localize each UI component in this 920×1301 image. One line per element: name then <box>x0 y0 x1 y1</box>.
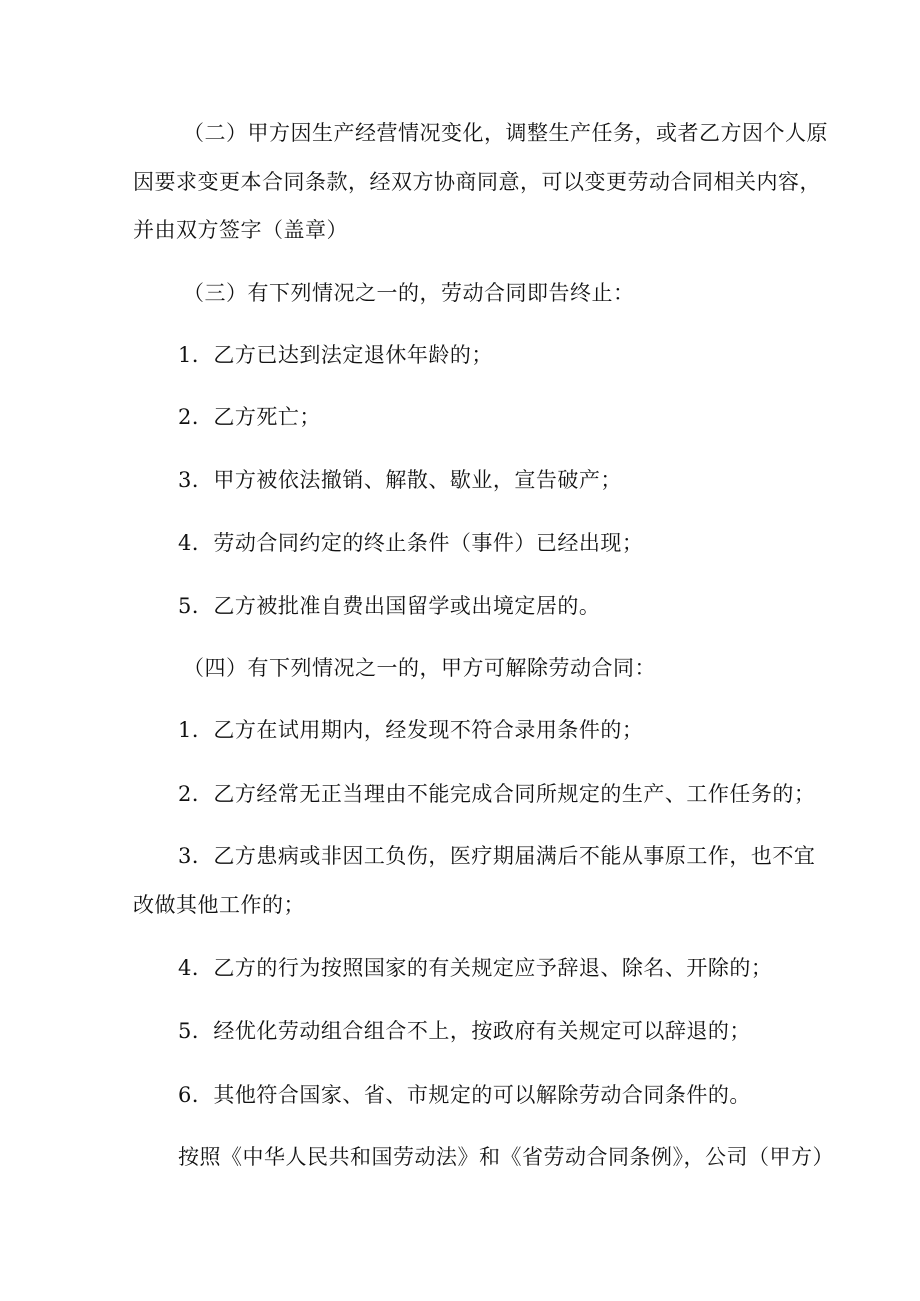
clause-4-item-6: 6．其他符合国家、省、市规定的可以解除劳动合同条件的。 <box>178 1083 751 1107</box>
clause-3-item-4: 4．劳动合同约定的终止条件（事件）已经出现； <box>178 531 644 555</box>
closing-paragraph-line-1: 按照《中华人民共和国劳动法》和《省劳动合同条例》，公司（甲方） <box>178 1145 834 1169</box>
clause-4-item-2: 2．乙方经常无正当理由不能完成合同所规定的生产、工作任务的； <box>178 782 816 806</box>
clause-2-line-3: 并由双方签字（盖章） <box>133 218 348 242</box>
clause-4-item-5: 5．经优化劳动组合组合不上，按政府有关规定可以辞退的； <box>178 1019 751 1043</box>
clause-3-item-3: 3．甲方被依法撤销、解散、歇业，宣告破产； <box>178 468 622 492</box>
clause-4-item-3-line-1: 3．乙方患病或非因工负伤，医疗期届满后不能从事原工作，也不宜 <box>178 844 816 868</box>
clause-4-heading: （四）有下列情况之一的，甲方可解除劳动合同： <box>183 656 656 680</box>
clause-2-line-1: （二）甲方因生产经营情况变化，调整生产任务，或者乙方因个人原 <box>183 121 828 145</box>
clause-4-item-4: 4．乙方的行为按照国家的有关规定应予辞退、除名、开除的； <box>178 956 773 980</box>
clause-3-heading: （三）有下列情况之一的，劳动合同即告终止： <box>183 281 635 305</box>
clause-3-item-1: 1．乙方已达到法定退休年龄的； <box>178 343 493 367</box>
clause-3-item-2: 2．乙方死亡； <box>178 405 321 429</box>
clause-4-item-3-line-2: 改做其他工作的； <box>133 893 305 917</box>
clause-3-item-5: 5．乙方被批准自费出国留学或出境定居的。 <box>178 594 601 618</box>
clause-4-item-1: 1．乙方在试用期内，经发现不符合录用条件的； <box>178 718 644 742</box>
clause-2-line-2: 因要求变更本合同条款，经双方协商同意，可以变更劳动合同相关内容， <box>133 170 821 194</box>
